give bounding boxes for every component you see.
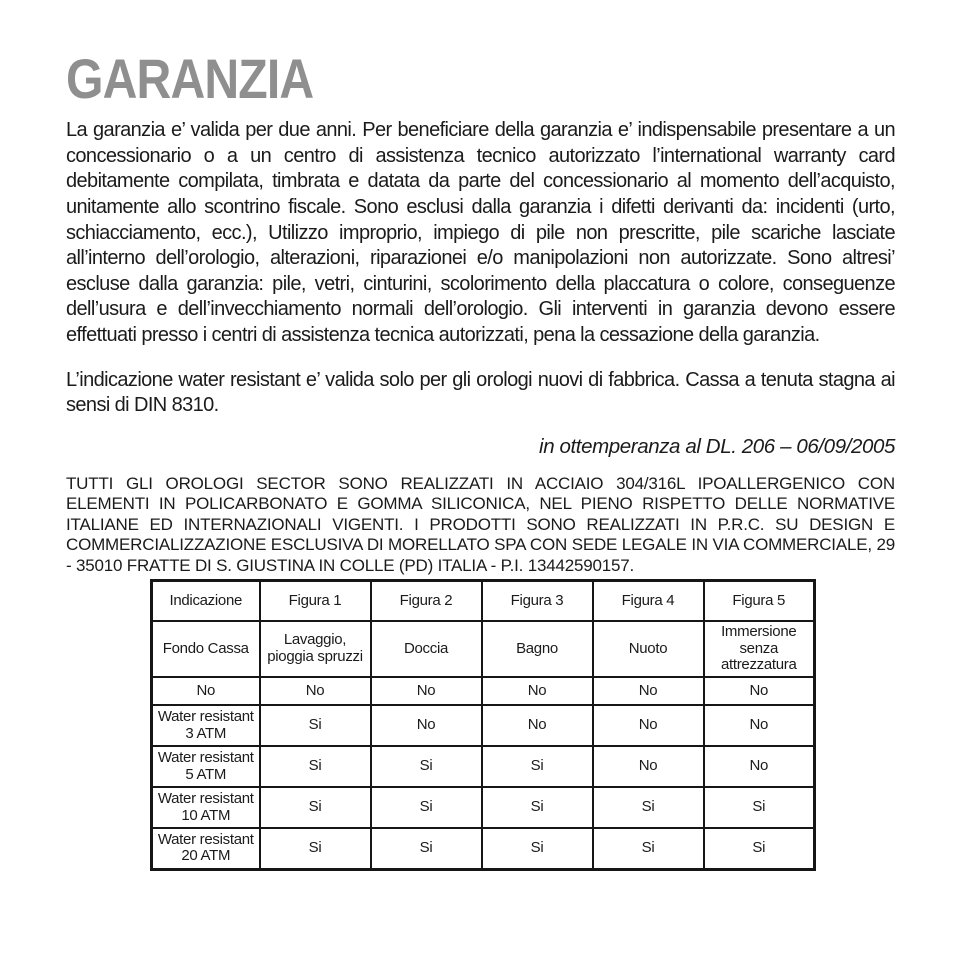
table-row xyxy=(152,677,815,705)
table-row xyxy=(152,746,815,787)
table-header-cell: Figura 4 xyxy=(593,581,704,621)
table-cell: Si xyxy=(260,746,371,787)
table-cell: No xyxy=(152,677,260,705)
table-cell: Si xyxy=(371,746,482,787)
water-resistance-table xyxy=(150,579,816,870)
table-cell: Si xyxy=(371,787,482,828)
table-cell: Si xyxy=(260,828,371,869)
table-cell: Immersione senza attrezzatura xyxy=(704,621,815,677)
table-row xyxy=(152,828,815,869)
table-cell: Si xyxy=(371,828,482,869)
table-cell: Si xyxy=(593,828,704,869)
table-cell: Si xyxy=(704,828,815,869)
table-cell: No xyxy=(593,746,704,787)
table-cell: Si xyxy=(482,828,593,869)
table-cell: No xyxy=(593,705,704,746)
table-header-cell: Figura 2 xyxy=(371,581,482,621)
table-cell: Water resistant 20 ATM xyxy=(152,828,260,869)
table-cell: No xyxy=(704,705,815,746)
table-cell: Si xyxy=(704,787,815,828)
table-cell: No xyxy=(704,677,815,705)
table-cell: Water resistant 10 ATM xyxy=(152,787,260,828)
manufacturer-paragraph: TUTTI GLI OROLOGI SECTOR SONO REALIZZATI IN ACCIAIO 304/316L IPOALLERGENICO CON ELEMENTI IN POLICARBONATO E GOMMA SILICONICA, NEL PIENO RISPETTO DELLE NORMATIVE ITALIANE ED INTERNAZIONALI VIGENTI. I PRODOTTI SONO REALIZZATI IN P.R.C. SU DESIGN E COMMERCIALIZZAZIONE ESCLUSIVA DI MORELLATO SPA CON SEDE LEGALE IN VIA COMMERCIALE, 29 - 35010 FRATTE DI S. GIUSTINA IN COLLE (PD) ITALIA - P.I. 13442590157. xyxy=(66,473,895,575)
table-cell: Si xyxy=(482,746,593,787)
table-cell: No xyxy=(371,705,482,746)
table-cell: Nuoto xyxy=(593,621,704,677)
table-cell: Fondo Cassa xyxy=(152,621,260,677)
table-cell: Si xyxy=(260,705,371,746)
table-cell: No xyxy=(260,677,371,705)
table-cell: Water resistant 5 ATM xyxy=(152,746,260,787)
table-cell: Si xyxy=(260,787,371,828)
table-cell: Doccia xyxy=(371,621,482,677)
table-header-cell: Figura 5 xyxy=(704,581,815,621)
table-header-cell: Figura 1 xyxy=(260,581,371,621)
table-row xyxy=(152,621,815,677)
table-cell: Water resistant 3 ATM xyxy=(152,705,260,746)
table-cell: Lavaggio, pioggia spruzzi xyxy=(260,621,371,677)
table-header-cell: Figura 3 xyxy=(482,581,593,621)
table-header-row xyxy=(152,581,815,621)
table-header-cell: Indicazione xyxy=(152,581,260,621)
warranty-paragraph: La garanzia e’ valida per due anni. Per beneficiare della garanzia e’ indispensabile presentare a un concessionario o a un centro di assistenza tecnico autorizzato l’international warranty card debitamente compilata, timbrata e datata da parte del concessionario al momento dell’acquisto, unitamente allo scontrino fiscale. Sono esclusi dalla garanzia i difetti derivanti da: incidenti (urto, schiacciamento, ecc.), Utilizzo improprio, impiego di pile non prescritte, pile scariche lasciate all’interno dell’orologio, alterazioni, riparazionei e/o manipolazioni non autorizzate. Sono altresi’ escluse dalla garanzia: pile, vetri, cinturini, scolorimento della placcatura o colore, conseguenze dell’usura e dell’invecchiamento normali dell’orologio. Gli interventi in garanzia devono essere effettuati presso i centri di assistenza tecnica autorizzati, pena la cessazione della garanzia. xyxy=(66,119,895,346)
table-cell: No xyxy=(704,746,815,787)
page-title: GARANZIA xyxy=(66,47,314,110)
table-cell: Bagno xyxy=(482,621,593,677)
table-row xyxy=(152,787,815,828)
table-cell: No xyxy=(593,677,704,705)
compliance-note: in ottemperanza al DL. 206 – 06/09/2005 xyxy=(539,434,895,458)
table-row xyxy=(152,705,815,746)
table-cell: Si xyxy=(593,787,704,828)
table-cell: No xyxy=(482,705,593,746)
table-cell: Si xyxy=(482,787,593,828)
water-resistance-paragraph: L’indicazione water resistant e’ valida solo per gli orologi nuovi di fabbrica. Cassa a tenuta stagna ai sensi di DIN 8310. xyxy=(66,368,895,417)
table-cell: No xyxy=(482,677,593,705)
table-cell: No xyxy=(371,677,482,705)
